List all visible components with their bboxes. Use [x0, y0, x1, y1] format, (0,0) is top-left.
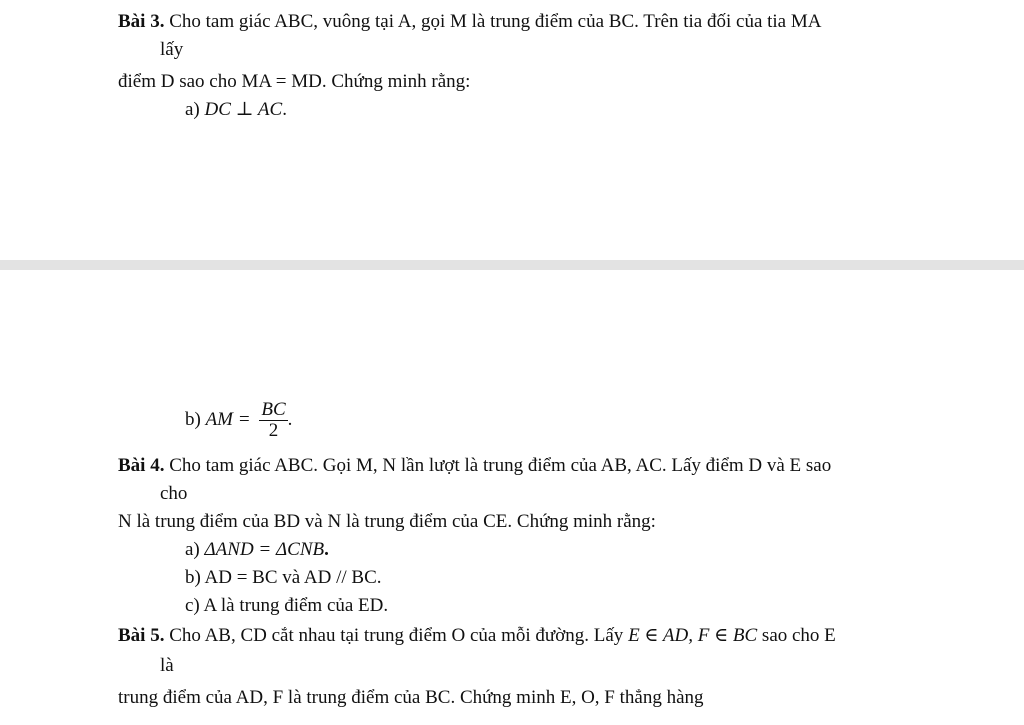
- bai4-part-a-math: ΔAND = ΔCNB: [204, 539, 325, 560]
- bai3-line3: điểm D sao cho MA = MD. Chứng minh rằng:: [118, 71, 471, 92]
- bai4-part-a-end: .: [324, 539, 329, 560]
- bai4-line1: [118, 454, 831, 478]
- fraction-denominator: 2: [268, 420, 279, 442]
- fraction: [259, 400, 287, 441]
- bai5-label: Bài 5.: [118, 625, 165, 646]
- bai5-text-1: Cho AB, CD cắt nhau tại trung điểm O của mỗi đường. Lấy: [164, 625, 629, 646]
- fraction-numerator: BC: [261, 399, 286, 421]
- bai3-part-b-lhs: AM =: [205, 409, 256, 430]
- bai4-line2: cho: [160, 483, 188, 504]
- bai3-part-b-end: .: [287, 409, 293, 430]
- bai4-part-a: [185, 538, 329, 562]
- bai4-part-b: b) AD = BC và AD // BC.: [185, 567, 382, 588]
- bai5-text-1-end: sao cho E: [757, 625, 836, 646]
- bai4-text-1: Cho tam giác ABC. Gọi M, N lần lượt là trung điểm của AB, AC. Lấy điểm D và E sao: [164, 455, 832, 476]
- page-separator: [0, 260, 1024, 270]
- bai3-part-a-end: .: [282, 99, 287, 120]
- bai3-part-b-label: b): [185, 409, 206, 430]
- bai4-label: Bài 4.: [118, 455, 165, 476]
- bai4-part-a-label: a): [185, 539, 205, 560]
- bai3-part-b: [185, 398, 292, 442]
- bai3-line1: [118, 10, 821, 34]
- bai4-part-c: c) A là trung điểm của ED.: [185, 595, 389, 616]
- bai5-line1: [118, 624, 836, 648]
- bai3-part-a: [185, 98, 287, 122]
- bai5-math: E ∈ AD, F ∈ BC: [628, 625, 758, 646]
- bai5-line3: trung điểm của AD, F là trung điểm của BC. Chứng minh E, O, F thẳng hàng: [118, 687, 704, 708]
- bai3-text-1: Cho tam giác ABC, vuông tại A, gọi M là trung điểm của BC. Trên tia đối của tia MA: [164, 11, 822, 32]
- bai4-line3: N là trung điểm của BD và N là trung điểm của CE. Chứng minh rằng:: [118, 511, 656, 532]
- bai5-line2: là: [160, 655, 174, 676]
- bai3-part-a-math: DC ⊥ AC: [204, 99, 283, 120]
- bai3-label: Bài 3.: [118, 11, 165, 32]
- bai3-part-a-label: a): [185, 99, 205, 120]
- bai3-line2: lấy: [160, 39, 184, 60]
